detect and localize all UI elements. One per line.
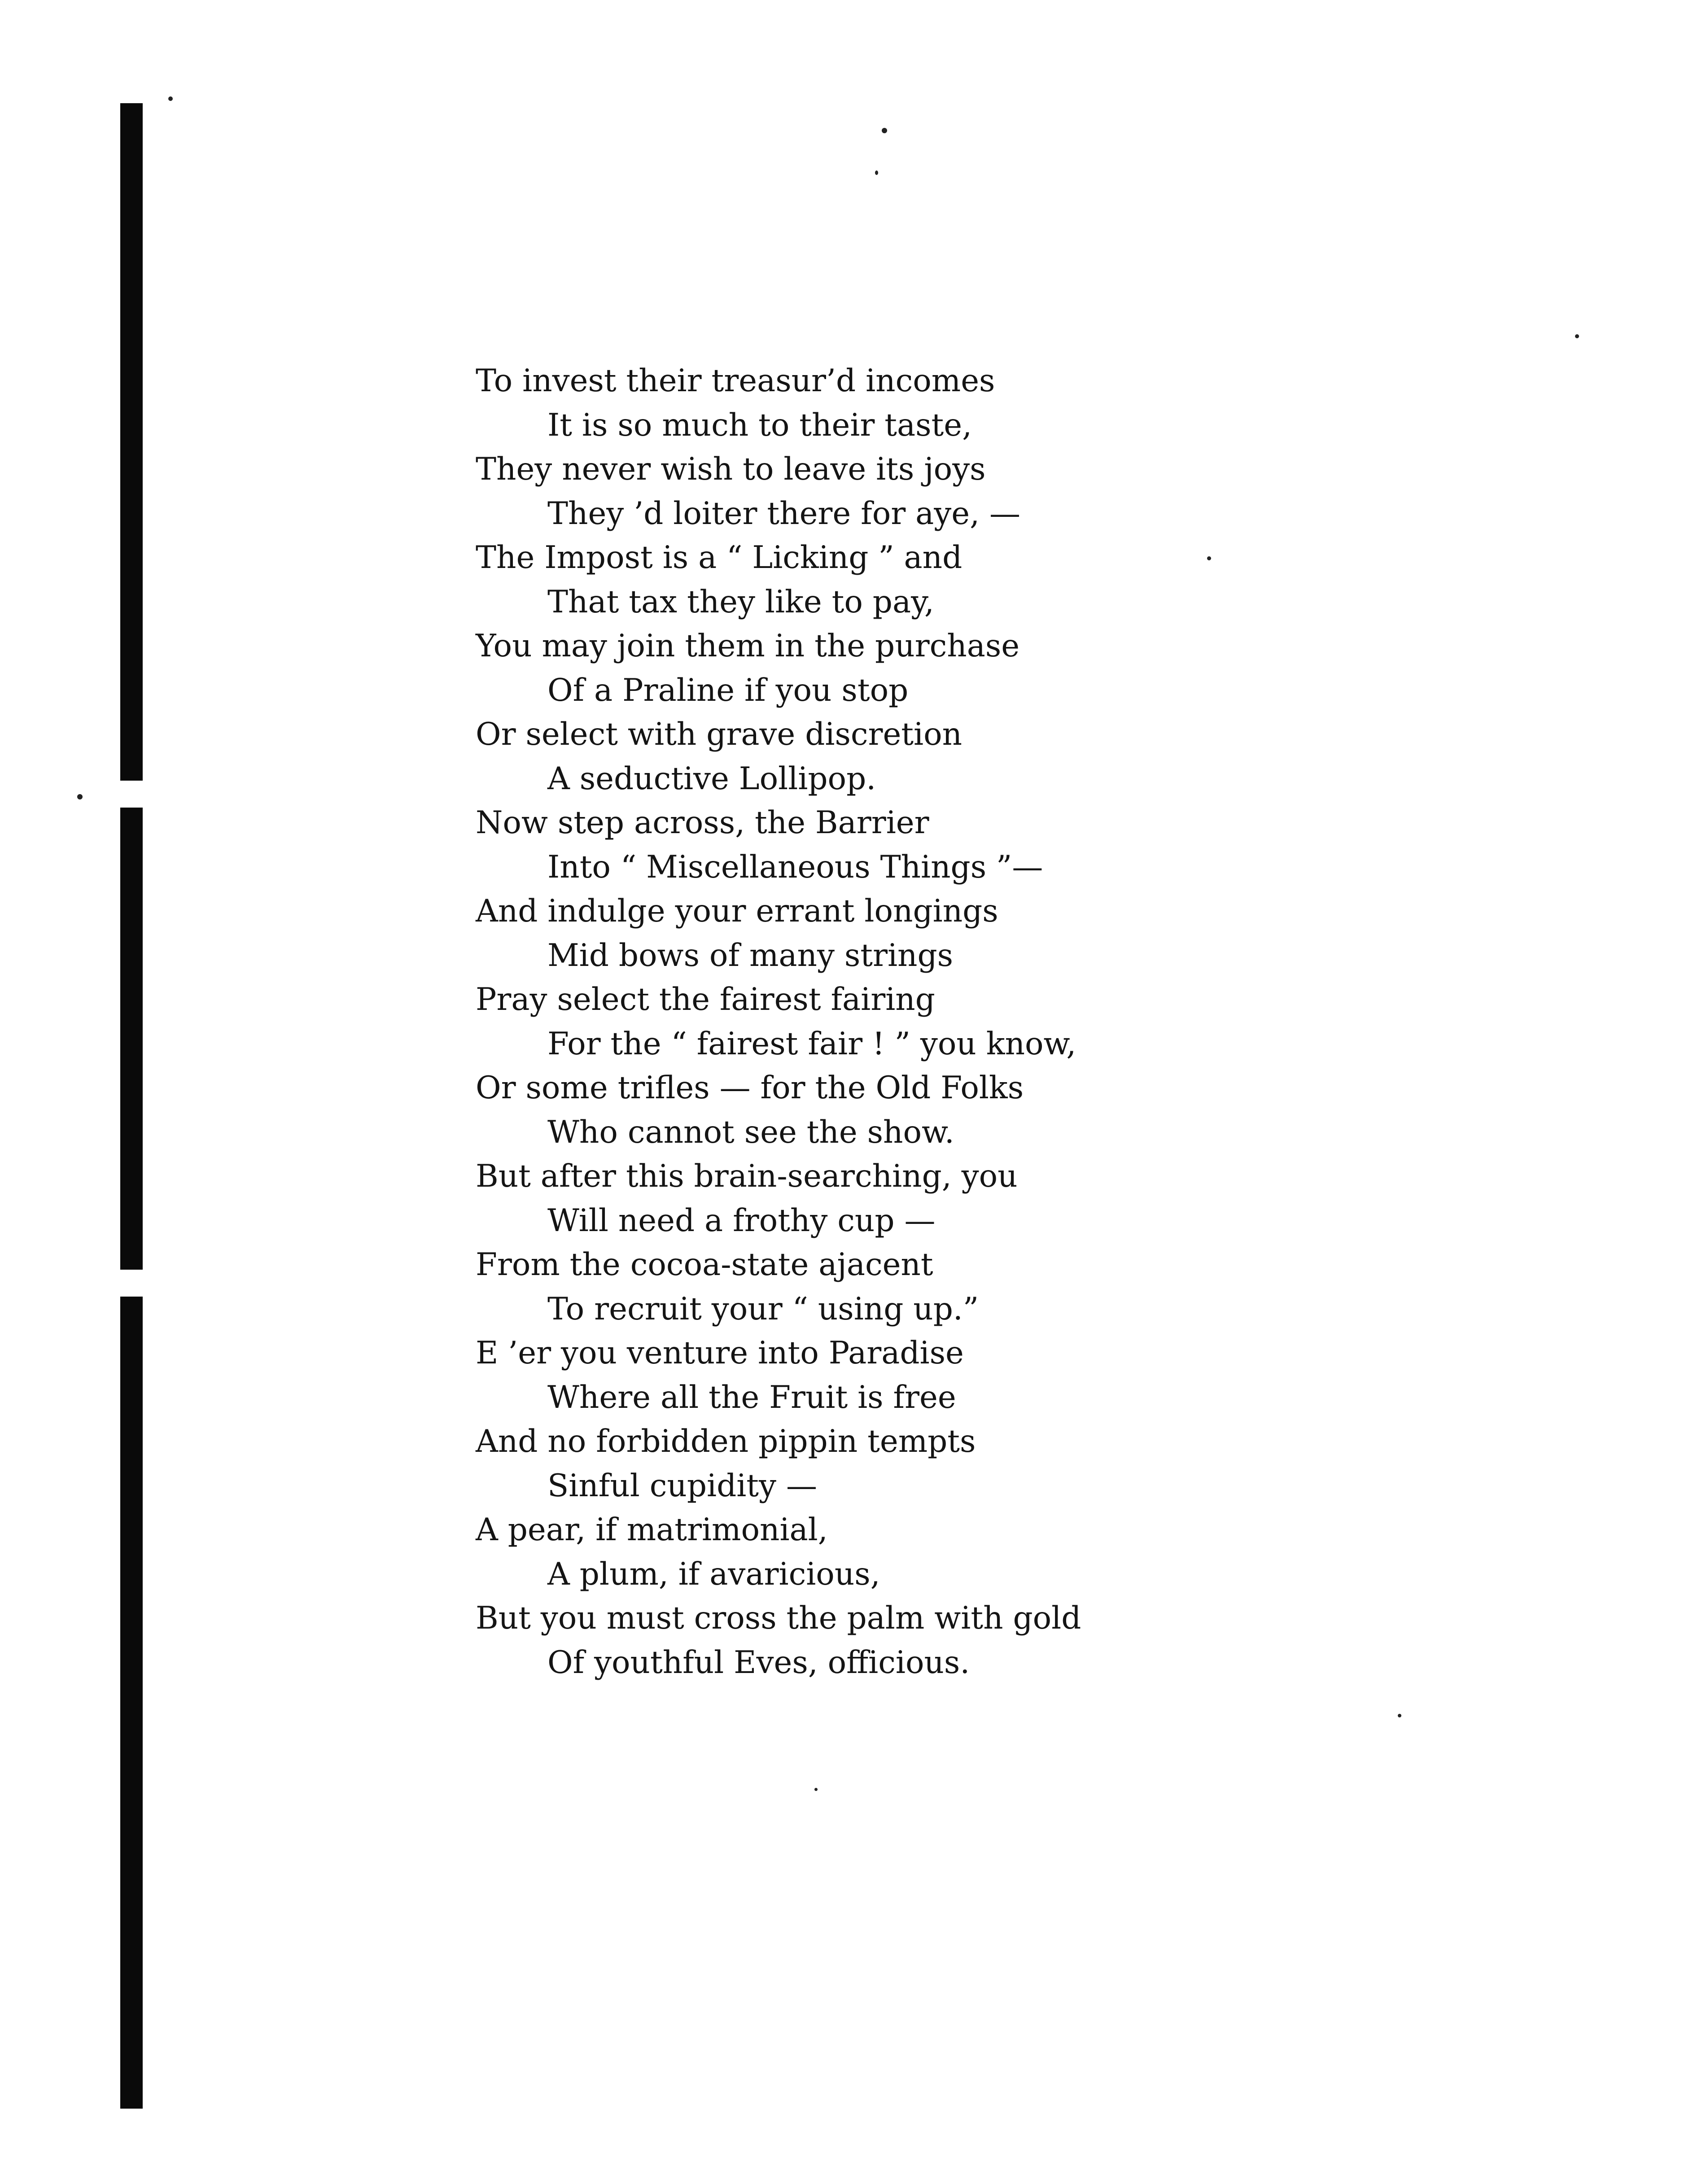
binding-gap — [118, 1270, 144, 1297]
speck — [1207, 556, 1211, 560]
poem-line: Where all the Fruit is free — [547, 1379, 956, 1415]
poem-line: From the cocoa-state ajacent — [476, 1247, 933, 1283]
poem-line: It is so much to their taste, — [547, 407, 972, 443]
speck — [168, 96, 173, 101]
poem-line: Into “ Miscellaneous Things ”— — [547, 849, 1043, 885]
speck — [1398, 1714, 1401, 1717]
poem-line: To recruit your “ using up.” — [547, 1291, 979, 1327]
binding-edge — [120, 103, 143, 2109]
poem-line: They ’d loiter there for aye, — — [547, 495, 1020, 532]
poem-line: And indulge your errant longings — [476, 893, 998, 929]
poem-line: But you must cross the palm with gold — [476, 1600, 1081, 1636]
speck — [1575, 334, 1579, 338]
poem-line: And no forbidden pippin tempts — [476, 1424, 976, 1459]
poem-line: You may join them in the purchase — [476, 628, 1020, 664]
poem-line: Or some trifles — for the Old Folks — [476, 1070, 1024, 1106]
poem-line: Or select with grave discretion — [476, 716, 963, 752]
speck — [77, 794, 83, 799]
poem-line: Of youthful Eves, officious. — [547, 1644, 970, 1681]
binding-gap — [118, 781, 144, 808]
poem-line: That tax they like to pay, — [547, 584, 934, 620]
poem-stanza — [476, 359, 1149, 1685]
speck — [875, 170, 878, 175]
poem-line: But after this brain-searching, you — [476, 1158, 1018, 1194]
poem-line: The Impost is a “ Licking ” and — [476, 540, 963, 576]
poem-line: A pear, if matrimonial, — [476, 1512, 828, 1548]
poem-line: E ’er you venture into Paradise — [476, 1335, 964, 1371]
poem-line: For the “ fairest fair ! ” you know, — [547, 1026, 1076, 1062]
poem-line: Of a Praline if you stop — [547, 672, 909, 708]
speck — [882, 128, 887, 133]
poem-line: Pray select the fairest fairing — [476, 982, 935, 1018]
speck — [814, 1788, 818, 1791]
poem-line: Now step across, the Barrier — [476, 805, 929, 841]
poem-line: To invest their treasur’d incomes — [476, 363, 995, 399]
poem-line: Will need a frothy cup — — [547, 1202, 936, 1239]
poem-line: A plum, if avaricious, — [547, 1556, 880, 1592]
poem-line: A seductive Lollipop. — [547, 760, 876, 797]
poem-line: Sinful cupidity — — [547, 1468, 817, 1504]
poem-line: Who cannot see the show. — [547, 1114, 954, 1150]
poem-line: Mid bows of many strings — [547, 937, 954, 974]
poem-line: They never wish to leave its joys — [476, 451, 986, 487]
